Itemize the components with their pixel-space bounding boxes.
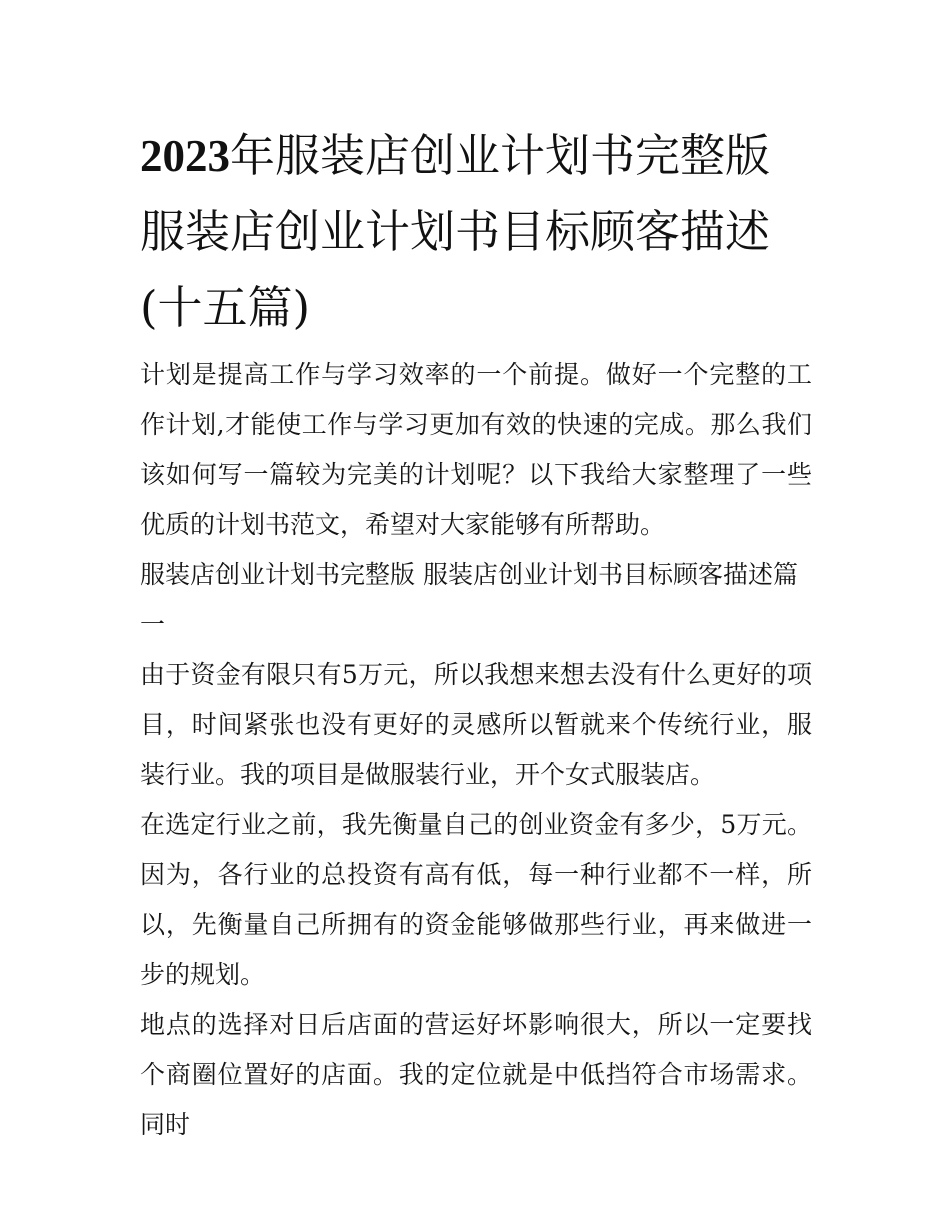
document-body (140, 350, 812, 1150)
document-title (140, 118, 812, 346)
section-heading: 服装店创业计划书完整版 服装店创业计划书目标顾客描述篇一 (140, 560, 798, 639)
title-year: 2023 (140, 131, 230, 181)
body-paragraph: 在选定行业之前，我先衡量自己的创业资金有多少，5万元。因为，各行业的总投资有高有低，每一种行业都不一样，所以，先衡量自己所拥有的资金能够做那些行业，再来做进一步的规划。 (140, 810, 812, 989)
body-paragraph: 由于资金有限只有5万元，所以我想来想去没有什么更好的项目，时间紧张也没有更好的灵感所以暂就来个传统行业，服装行业。我的项目是做服装行业，开个女式服装店。 (140, 660, 812, 789)
body-paragraph: 地点的选择对日后店面的营运好坏影响很大，所以一定要找个商圈位置好的店面。我的定位就是中低挡符合市场需求。同时 (140, 1010, 812, 1139)
document-page (140, 118, 812, 1150)
intro-paragraph: 计划是提高工作与学习效率的一个前提。做好一个完整的工作计划,才能使工作与学习更加有效的快速的完成。那么我们该如何写一篇较为完美的计划呢？以下我给大家整理了一些优质的计划书范文，希望对大家能够有所帮助。 (140, 360, 812, 539)
title-text: 年服装店创业计划书完整版 服装店创业计划书目标顾客描述(十五篇) (140, 129, 771, 334)
